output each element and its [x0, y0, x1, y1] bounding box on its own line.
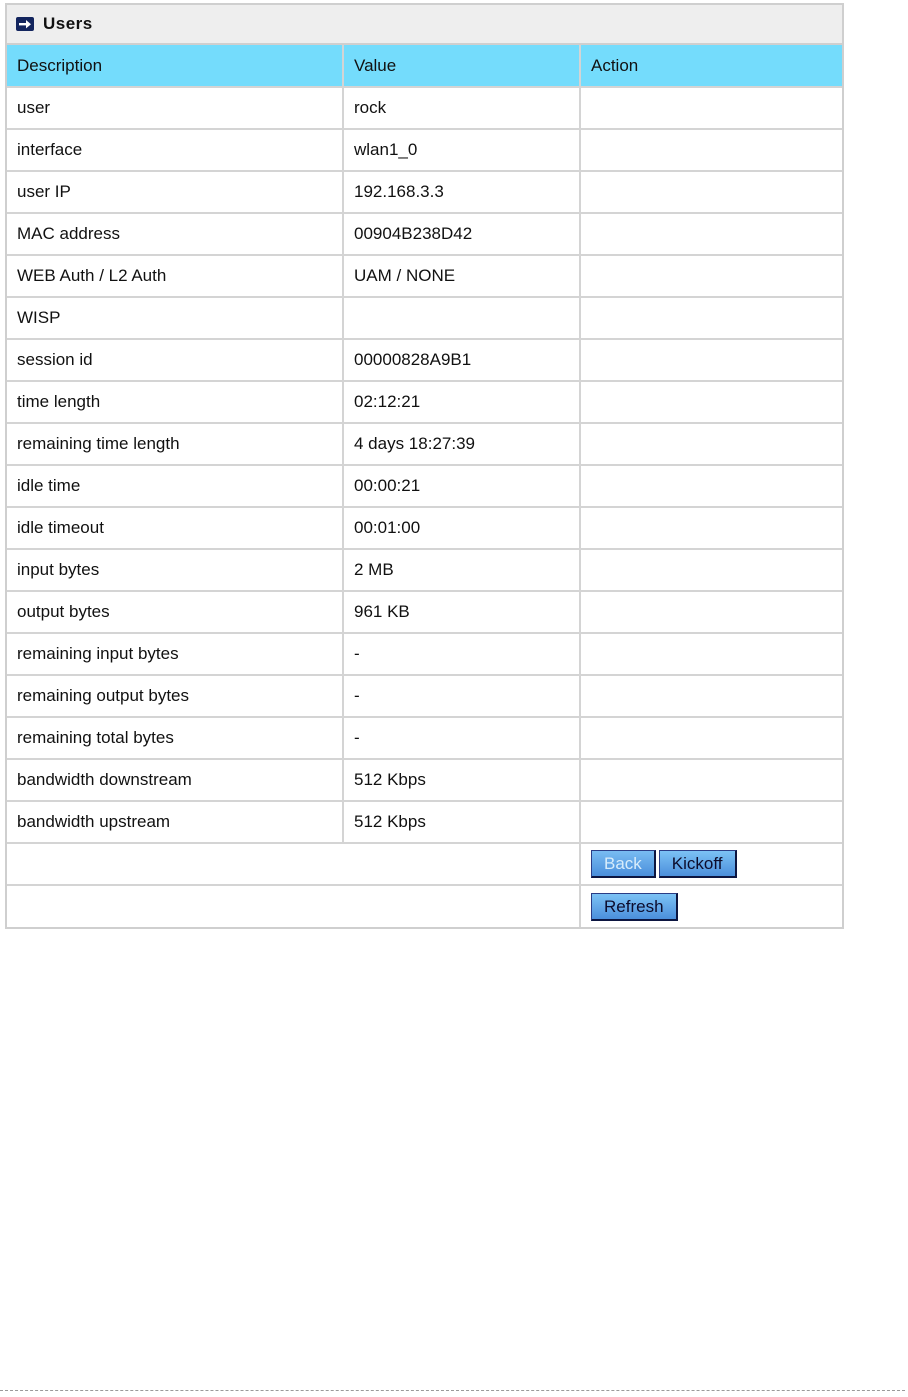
- row-value: 512 Kbps: [343, 801, 580, 843]
- users-panel: [5, 3, 844, 929]
- row-value: 192.168.3.3: [343, 171, 580, 213]
- column-header-action: Action: [580, 45, 842, 87]
- table-row: [7, 549, 842, 591]
- table-row: [7, 297, 842, 339]
- column-header-description: Description: [7, 45, 343, 87]
- table-row: [7, 507, 842, 549]
- table-row: [7, 591, 842, 633]
- row-description: idle timeout: [7, 507, 343, 549]
- row-description: user IP: [7, 171, 343, 213]
- table-row: [7, 129, 842, 171]
- row-action: [580, 87, 842, 129]
- row-action: [580, 549, 842, 591]
- row-description: MAC address: [7, 213, 343, 255]
- row-action: [580, 129, 842, 171]
- kickoff-button[interactable]: Kickoff: [659, 850, 737, 878]
- row-value: 00000828A9B1: [343, 339, 580, 381]
- table-row: [7, 87, 842, 129]
- panel-header: [7, 5, 842, 45]
- row-description: remaining total bytes: [7, 717, 343, 759]
- refresh-row: [7, 885, 842, 927]
- row-description: remaining output bytes: [7, 675, 343, 717]
- row-action: [580, 507, 842, 549]
- row-action: [580, 675, 842, 717]
- row-description: WEB Auth / L2 Auth: [7, 255, 343, 297]
- row-description: user: [7, 87, 343, 129]
- row-value: [343, 297, 580, 339]
- action-row: [7, 843, 842, 885]
- column-header-value: Value: [343, 45, 580, 87]
- row-value: 00:00:21: [343, 465, 580, 507]
- row-action: [580, 381, 842, 423]
- row-value: 00904B238D42: [343, 213, 580, 255]
- row-value: 00:01:00: [343, 507, 580, 549]
- panel-title: Users: [43, 14, 93, 33]
- arrow-right-icon: [16, 17, 34, 31]
- row-value: 02:12:21: [343, 381, 580, 423]
- table-row: [7, 171, 842, 213]
- row-action: [580, 297, 842, 339]
- action-row-spacer: [7, 843, 580, 885]
- row-action: [580, 717, 842, 759]
- page-bottom-divider: [0, 1390, 905, 1391]
- action-cell: [580, 843, 842, 885]
- table-row: [7, 759, 842, 801]
- row-action: [580, 213, 842, 255]
- row-description: bandwidth upstream: [7, 801, 343, 843]
- row-description: remaining time length: [7, 423, 343, 465]
- row-value: 4 days 18:27:39: [343, 423, 580, 465]
- table-row: [7, 381, 842, 423]
- row-value: -: [343, 675, 580, 717]
- row-action: [580, 171, 842, 213]
- row-action: [580, 633, 842, 675]
- table-header-row: [7, 45, 842, 87]
- refresh-row-spacer: [7, 885, 580, 927]
- refresh-cell: [580, 885, 842, 927]
- user-details-table: [7, 45, 842, 927]
- row-description: WISP: [7, 297, 343, 339]
- row-value: UAM / NONE: [343, 255, 580, 297]
- row-action: [580, 339, 842, 381]
- row-action: [580, 801, 842, 843]
- row-action: [580, 591, 842, 633]
- row-action: [580, 759, 842, 801]
- table-row: [7, 423, 842, 465]
- row-description: bandwidth downstream: [7, 759, 343, 801]
- row-description: output bytes: [7, 591, 343, 633]
- table-row: [7, 717, 842, 759]
- row-value: -: [343, 633, 580, 675]
- table-row: [7, 465, 842, 507]
- row-value: wlan1_0: [343, 129, 580, 171]
- table-row: [7, 339, 842, 381]
- table-row: [7, 213, 842, 255]
- table-row: [7, 801, 842, 843]
- table-row: [7, 255, 842, 297]
- row-value: 961 KB: [343, 591, 580, 633]
- row-value: 512 Kbps: [343, 759, 580, 801]
- row-description: session id: [7, 339, 343, 381]
- row-value: rock: [343, 87, 580, 129]
- table-row: [7, 633, 842, 675]
- row-description: remaining input bytes: [7, 633, 343, 675]
- row-action: [580, 465, 842, 507]
- refresh-button[interactable]: Refresh: [591, 893, 678, 921]
- row-value: -: [343, 717, 580, 759]
- row-action: [580, 255, 842, 297]
- table-row: [7, 675, 842, 717]
- row-description: time length: [7, 381, 343, 423]
- row-description: idle time: [7, 465, 343, 507]
- row-description: interface: [7, 129, 343, 171]
- row-action: [580, 423, 842, 465]
- row-value: 2 MB: [343, 549, 580, 591]
- back-button[interactable]: Back: [591, 850, 656, 878]
- row-description: input bytes: [7, 549, 343, 591]
